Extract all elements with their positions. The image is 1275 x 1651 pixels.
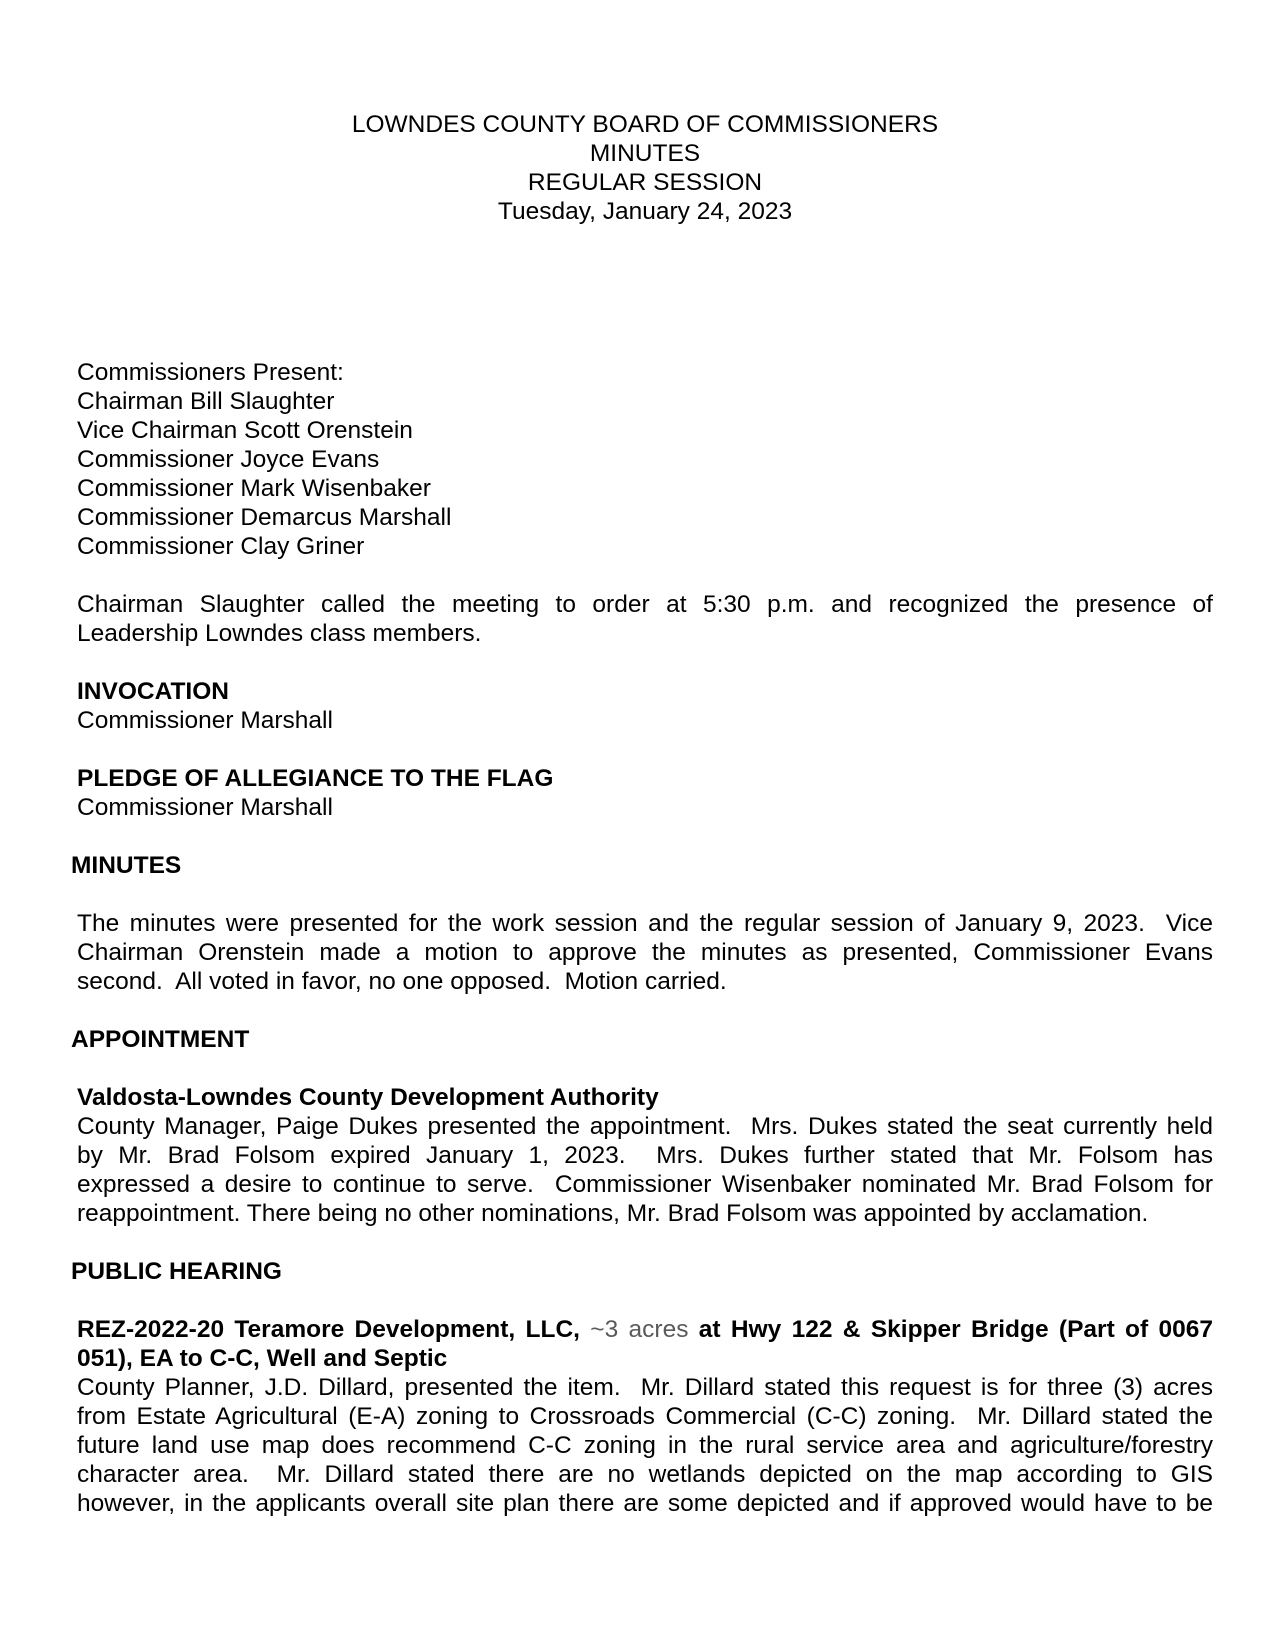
invocation-heading: INVOCATION	[77, 678, 229, 705]
paragraph-line: County Manager, Paige Dukes presented the appointment. Mrs. Dukes stated the seat currently held	[77, 1113, 1213, 1140]
minutes-section	[71, 851, 1213, 996]
case-title-line-2: 051), EA to C-C, Well and Septic	[77, 1345, 448, 1372]
paragraph-line: Chairman Orenstein made a motion to approve the minutes as presented, Commissioner Evans	[77, 939, 1213, 966]
paragraph-line: from Estate Agricultural (E-A) zoning to Crossroads Commercial (C-C) zoning. Mr. Dillard stated the	[77, 1403, 1213, 1430]
attendance-member: Chairman Bill Slaughter	[77, 388, 335, 415]
appointment-item	[77, 1083, 1213, 1228]
pledge-section	[77, 764, 1213, 822]
pledge-heading: PLEDGE OF ALLEGIANCE TO THE FLAG	[77, 765, 554, 792]
doc-title-line-date: Tuesday, January 24, 2023	[497, 198, 793, 225]
attendance-member: Commissioner Mark Wisenbaker	[77, 475, 431, 502]
paragraph-line: Leadership Lowndes class members.	[77, 620, 482, 647]
paragraph-line: character area. Mr. Dillard stated there are no wetlands depicted on the map according to GIS	[77, 1461, 1213, 1488]
case-location: at Hwy 122 & Skipper Bridge (Part of 0067	[698, 1316, 1214, 1343]
public-hearing-heading: PUBLIC HEARING	[71, 1258, 282, 1285]
invocation-section	[77, 677, 1213, 735]
minutes-paragraph	[77, 909, 1213, 996]
appointment-heading: APPOINTMENT	[71, 1026, 250, 1053]
pledge-speaker: Commissioner Marshall	[77, 794, 333, 821]
attendance-member: Commissioner Clay Griner	[77, 533, 365, 560]
minutes-heading: MINUTES	[71, 852, 182, 879]
doc-title-line-minutes: MINUTES	[589, 140, 701, 167]
paragraph-line: future land use map does recommend C-C zoning in the rural service area and agriculture/forestry	[77, 1432, 1213, 1459]
attendance-member: Vice Chairman Scott Orenstein	[77, 417, 413, 444]
invocation-speaker: Commissioner Marshall	[77, 707, 333, 734]
doc-title-line-session: REGULAR SESSION	[527, 169, 763, 196]
paragraph-line: reappointment. There being no other nominations, Mr. Brad Folsom was appointed by acclamation.	[77, 1200, 1149, 1227]
paragraph-line: Chairman Slaughter called the meeting to order at 5:30 p.m. and recognized the presence of	[77, 591, 1213, 618]
paragraph-line: The minutes were presented for the work session and the regular session of January 9, 2023. Vice	[77, 910, 1213, 937]
paragraph-line: however, in the applicants overall site plan there are some depicted and if approved would have to be	[77, 1490, 1213, 1517]
call-to-order-paragraph	[77, 590, 1213, 648]
doc-title-block	[77, 110, 1213, 226]
attendance-block	[77, 358, 1213, 561]
doc-title-line-org: LOWNDES COUNTY BOARD OF COMMISSIONERS	[351, 111, 939, 138]
public-hearing-section	[71, 1257, 1214, 1518]
public-hearing-item	[77, 1315, 1213, 1518]
paragraph-line: second. All voted in favor, no one opposed. Motion carried.	[77, 968, 727, 995]
appointment-item-title: Valdosta-Lowndes County Development Authority	[77, 1084, 659, 1111]
attendance-member: Commissioner Joyce Evans	[77, 446, 380, 473]
attendance-member: Commissioner Demarcus Marshall	[77, 504, 452, 531]
attendance-label: Commissioners Present:	[77, 359, 344, 386]
case-number-and-applicant: REZ-2022-20 Teramore Development, LLC,	[77, 1316, 580, 1343]
case-title-line-1	[77, 1315, 1213, 1344]
paragraph-line: by Mr. Brad Folsom expired January 1, 2023. Mrs. Dukes further stated that Mr. Folsom has	[77, 1142, 1213, 1169]
appointment-section	[71, 1025, 1213, 1228]
case-acreage: ~3 acres	[590, 1316, 689, 1343]
paragraph-line: expressed a desire to continue to serve. Commissioner Wisenbaker nominated Mr. Brad Folsom for	[77, 1171, 1213, 1198]
paragraph-line: County Planner, J.D. Dillard, presented the item. Mr. Dillard stated this request is for three (3) acres	[77, 1374, 1213, 1401]
